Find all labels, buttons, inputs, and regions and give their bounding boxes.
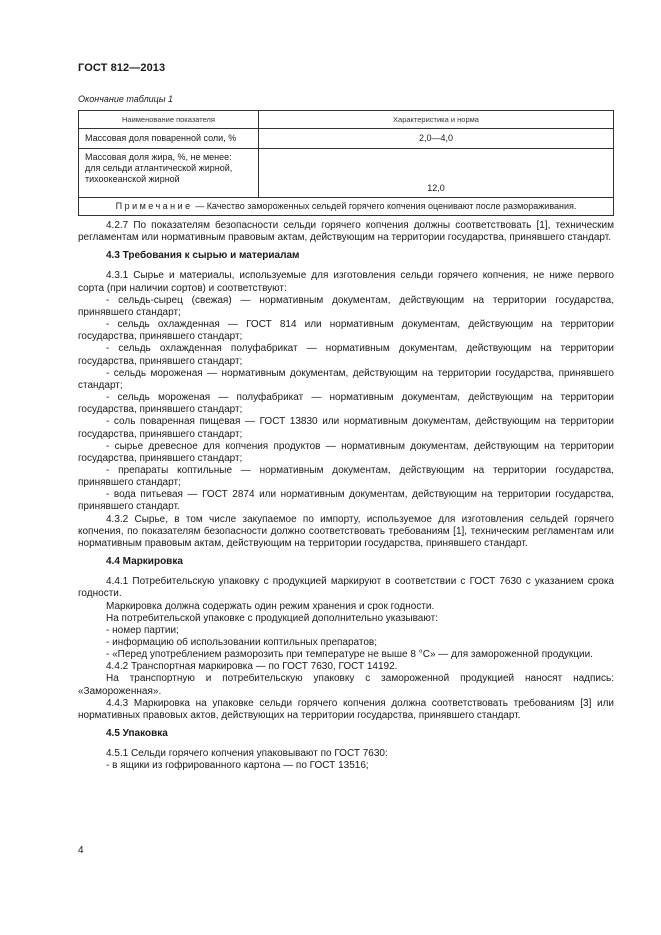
column-header-name: Наименование показателя [79, 111, 259, 129]
list-item: - «Перед употреблением разморозить при температуре не выше 8 °С» — для замороженной продукции. [106, 649, 593, 661]
row-name-line: Массовая доля жира, %, не менее: [85, 152, 232, 162]
paragraph-4-4-2: 4.4.2 Транспортная маркировка — по ГОСТ 7630, ГОСТ 14192. [106, 661, 398, 673]
row-value: 2,0—4,0 [259, 129, 614, 149]
paragraph-4-4-1: 4.4.1 Потребительскую упаковку с продукцией маркируют в соответствии с ГОСТ 7630 с указанием срока годности. [78, 576, 614, 600]
table-row [79, 149, 614, 198]
table-caption: Окончание таблицы 1 [78, 94, 173, 104]
list-item: - препараты коптильные — нормативным документам, действующим на территории государства, принявшего стандарт; [78, 464, 614, 489]
table-note-row [79, 198, 614, 216]
list-item: - сельдь мороженая — полуфабрикат — нормативным документам, действующим на территории государства, принявшего стандарт; [78, 392, 614, 416]
column-header-value: Характеристика и норма [259, 111, 614, 129]
paragraph-4-3-1: 4.3.1 Сырье и материалы, используемые для изготовления сельди горячего копчения, не ниже первого сорта (при наличии сортов) и соответствуют: [78, 270, 614, 294]
list-item: - в ящики из гофрированного картона — по ГОСТ 13516; [106, 760, 369, 772]
page-number: 4 [78, 845, 84, 856]
document-header: ГОСТ 812—2013 [78, 62, 166, 74]
list-item: - соль поваренная пищевая — ГОСТ 13830 или нормативным документам, действующим на территории государства, принявшего стандарт; [78, 416, 614, 440]
paragraph-4-4-3: 4.4.3 Маркировка на упаковке сельди горячего копчения должна соответствовать требованиям [3] или нормативных правовых актов, действующих на территории государства, принявшего стандарт. [78, 697, 614, 721]
row-name-line: для сельди атлантической жирной, [85, 163, 233, 173]
paragraph: На транспортную и потребительскую упаковку с замороженной продукцией наносят надпись: «Замороженная». [78, 673, 614, 697]
list-item: - номер партии; [106, 624, 179, 636]
document-body [78, 220, 614, 773]
list-item: - сельдь охлажденная полуфабрикат — нормативным документам, действующим на территории государства, принявшего стандарт; [78, 343, 614, 367]
section-heading-4-3: 4.3 Требования к сырью и материалам [106, 250, 300, 262]
list-item: - сырье древесное для копчения продуктов — нормативным документам, действующим на территории государства, принявшего стандарт; [78, 440, 614, 464]
paragraph-4-5-1: 4.5.1 Сельди горячего копчения упаковывают по ГОСТ 7630: [106, 748, 388, 760]
table-header-row [79, 111, 614, 129]
list-item: - вода питьевая — ГОСТ 2874 или нормативным документам, действующим на территории государства, принявшего стандарт. [78, 489, 614, 513]
list-item: - сельдь-сырец (свежая) — нормативным документам, действующим на территории государства, принявшего стандарт; [78, 294, 614, 318]
note-label: Примечание [115, 201, 193, 211]
paragraph-4-2-7: 4.2.7 По показателям безопасности сельди горячего копчения должны соответствовать [1], техническим регламентам или нормативным правовым актам, действующим на территории государства, принявшего стандарт. [78, 220, 614, 244]
note-text: — Качество замороженных сельдей горячего копчения оценивают после размораживания. [192, 201, 577, 211]
section-heading-4-5: 4.5 Упаковка [106, 728, 168, 740]
row-name [79, 149, 259, 198]
section-heading-4-4: 4.4 Маркировка [106, 556, 183, 568]
row-name: Массовая доля поваренной соли, % [79, 129, 259, 149]
paragraph: Маркировка должна содержать один режим хранения и срок годности. [106, 600, 435, 612]
paragraph-4-3-2: 4.3.2 Сырье, в том числе закупаемое по импорту, используемое для изготовления сельдей горячего копчения, по показателям безопасности должно соответствовать требованиям [1], техническим регламентам или нормативным правовым актам, действующим на территории государства, принявшего стандарт. [78, 513, 614, 549]
list-item: - сельдь мороженая — нормативным документам, действующим на территории государства, принявшего стандарт; [78, 367, 614, 391]
table-1 [78, 110, 614, 216]
table-row [79, 129, 614, 149]
row-name-line: тихоокеанской жирной [85, 174, 180, 184]
list-item: - сельдь охлажденная — ГОСТ 814 или нормативным документам, действующим на территории государства, принявшего стандарт; [78, 319, 614, 343]
list-item: - информацию об использовании коптильных препаратов; [106, 637, 378, 648]
row-value: 12,0 [259, 149, 614, 198]
table-note [79, 198, 614, 216]
paragraph: На потребительской упаковке с продукцией дополнительно указывают: [106, 612, 439, 624]
